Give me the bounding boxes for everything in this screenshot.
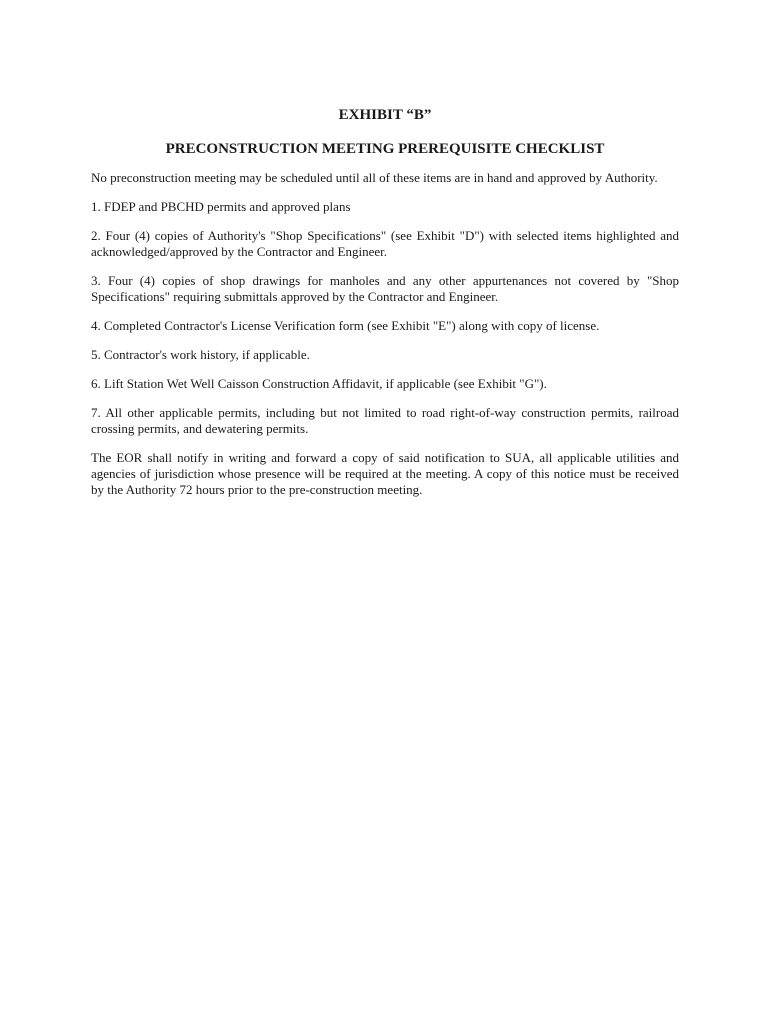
document-page	[91, 104, 679, 511]
checklist-item-2: 2. Four (4) copies of Authority's "Shop Specifications" (see Exhibit "D") with selected items highlighted and acknowledged/approved by the Contractor and Engineer.	[91, 228, 679, 259]
checklist-item-4: 4. Completed Contractor's License Verification form (see Exhibit "E") along with copy of license.	[91, 318, 600, 333]
checklist-title: PRECONSTRUCTION MEETING PREREQUISITE CHECKLIST	[165, 141, 605, 157]
intro-paragraph: No preconstruction meeting may be scheduled until all of these items are in hand and approved by Authority.	[91, 170, 658, 185]
checklist-item-7: 7. All other applicable permits, including but not limited to road right-of-way construction permits, railroad crossing permits, and dewatering permits.	[91, 405, 679, 436]
checklist-item-6: 6. Lift Station Wet Well Caisson Construction Affidavit, if applicable (see Exhibit "G").	[91, 376, 547, 391]
checklist-item-3: 3. Four (4) copies of shop drawings for manholes and any other appurtenances not covered by "Shop Specifications" requiring submittals approved by the Contractor and Engineer.	[91, 273, 679, 304]
checklist-item-5: 5. Contractor's work history, if applicable.	[91, 347, 310, 362]
exhibit-title: EXHIBIT “B”	[338, 107, 432, 123]
checklist-item-1: 1. FDEP and PBCHD permits and approved plans	[91, 199, 351, 214]
closing-paragraph: The EOR shall notify in writing and forward a copy of said notification to SUA, all applicable utilities and agencies of jurisdiction whose presence will be required at the meeting. A copy of this notice must be received by the Authority 72 hours prior to the pre-construction meeting.	[91, 450, 679, 497]
